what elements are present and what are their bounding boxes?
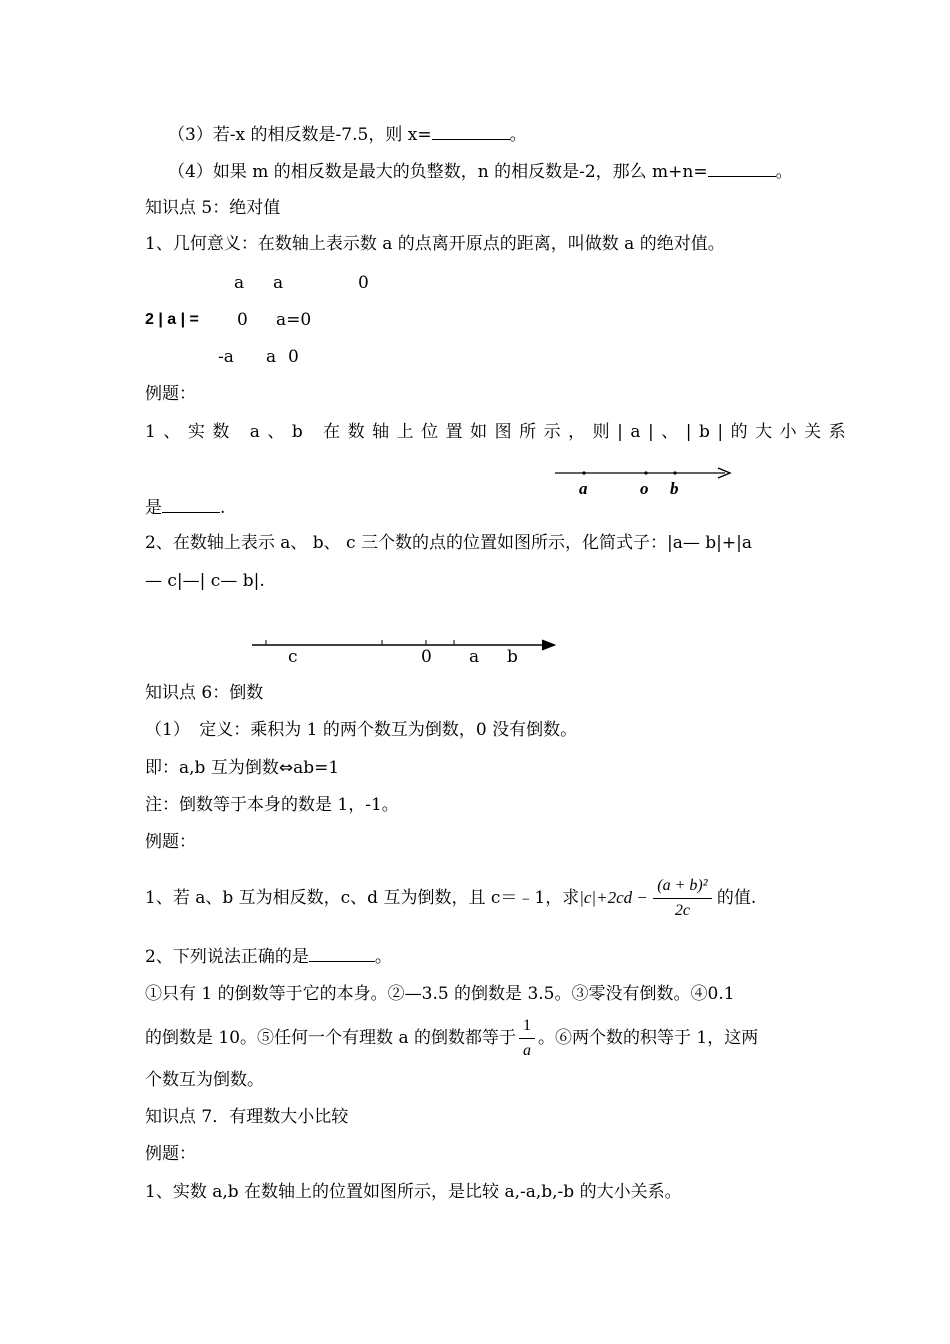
question-3: （3）若-x 的相反数是-7.5，则 x= 。 [168,122,527,146]
piecewise-row-2-cond: a=0 [276,310,312,330]
question-4-text: （4）如果 m 的相反数是最大的负整数，n 的相反数是-2，那么 m+n= [168,162,708,182]
answer-blank[interactable] [309,944,375,962]
options-line-2: 的倒数是 10。⑤任何一个有理数 a 的倒数都等于 $\frac{1}{a}$ 。⑥两个数的积等于 1，这两 [145,1017,759,1059]
fraction-denominator: 2c [674,902,690,919]
absolute-value-definition: 1、几何意义：在数轴上表示数 a 的点离开原点的距离，叫做数 a 的绝对值。 [145,234,725,254]
point-b [673,471,676,474]
example-7-1-text: 1、实数 a,b 在数轴上的位置如图所示，是比较 a,-a,b,-b 的大小关系。 [145,1182,682,1202]
axis-arrow [542,640,555,650]
piecewise-row-1-a: a [234,273,245,293]
example-6-1-text: 1、若 a、b 互为相反数，c、d 互为倒数，且 c＝﹣1，求 [145,888,580,908]
piecewise-row-3-cond-a: a [266,347,277,367]
options-line-3: 个数互为倒数。 [145,1070,264,1090]
axis-label-b: b [670,479,679,498]
example-label: 例题： [145,1144,196,1164]
example-5-1-cont: 是 . [145,495,225,519]
axis-label-a: a [579,479,588,498]
example-5-2-line1: 2、在数轴上表示 a、 b、 c 三个数的点的位置如图所示，化简式子：|a— b|+|a [145,533,752,553]
reciprocal-note: 注：倒数等于本身的数是 1，-1。 [145,795,399,815]
answer-blank[interactable] [162,495,220,513]
example-5-1-text: 1、实数 a、b 在数轴上位置如图所示，则|a|、|b|的大小关系 [145,422,854,442]
piecewise-row-3-zero: 0 [288,347,299,367]
piecewise-row-3-neg-a: -a [218,347,234,367]
piecewise-row-1-zero: 0 [358,273,369,293]
iff-symbol: ⇔ [278,758,294,778]
example-6-1: 1、若 a、b 互为相反数，c、d 互为倒数，且 c＝﹣1，求|c|+2cd − $\frac{\text{(a + b)²}}{2c}$ 的值. [145,877,757,919]
point-o [644,471,647,474]
axis-label-a: a [469,647,480,667]
reciprocal-equivalence: 即：a,b 互为倒数⇔ab=1 [145,758,340,778]
expression: |c|+2cd − [579,888,648,907]
example-label: 例题： [145,832,196,852]
point-a [582,471,585,474]
fraction-numerator: (a + b)² [653,876,711,899]
answer-blank[interactable] [708,159,776,177]
piecewise-row-2-zero: 0 [237,310,248,330]
example-5-2-line2: — c|—| c— b|. [145,571,265,591]
question-4: （4）如果 m 的相反数是最大的负整数，n 的相反数是-2，那么 m+n= 。 [168,159,793,183]
axis-label-zero: 0 [421,647,432,667]
fraction-one-over-a: $\frac{1}{a}$ [519,1016,535,1061]
question-3-text: （3）若-x 的相反数是-7.5，则 x= [168,125,432,145]
axis-label-b: b [507,647,518,667]
example-label: 例题： [145,384,196,404]
answer-blank[interactable] [432,122,510,140]
reciprocal-definition: （1） 定义：乘积为 1 的两个数互为倒数，0 没有倒数。 [145,720,578,740]
example-6-2: 2、下列说法正确的是 。 [145,944,392,968]
abs-a-lhs: 2 | a | = [145,311,199,328]
section-title-kp6: 知识点 6：倒数 [145,683,264,703]
fraction [653,876,711,921]
options-line-1: ①只有 1 的倒数等于它的本身。②—3.5 的倒数是 3.5。③零没有倒数。④0.1 [145,984,735,1004]
section-title-kp5: 知识点 5：绝对值 [145,198,281,218]
axis-label-o: o [640,479,649,498]
axis-label-c: c [288,647,298,667]
section-title-kp7: 知识点 7．有理数大小比较 [145,1107,349,1127]
piecewise-row-1-cond-a: a [273,273,284,293]
